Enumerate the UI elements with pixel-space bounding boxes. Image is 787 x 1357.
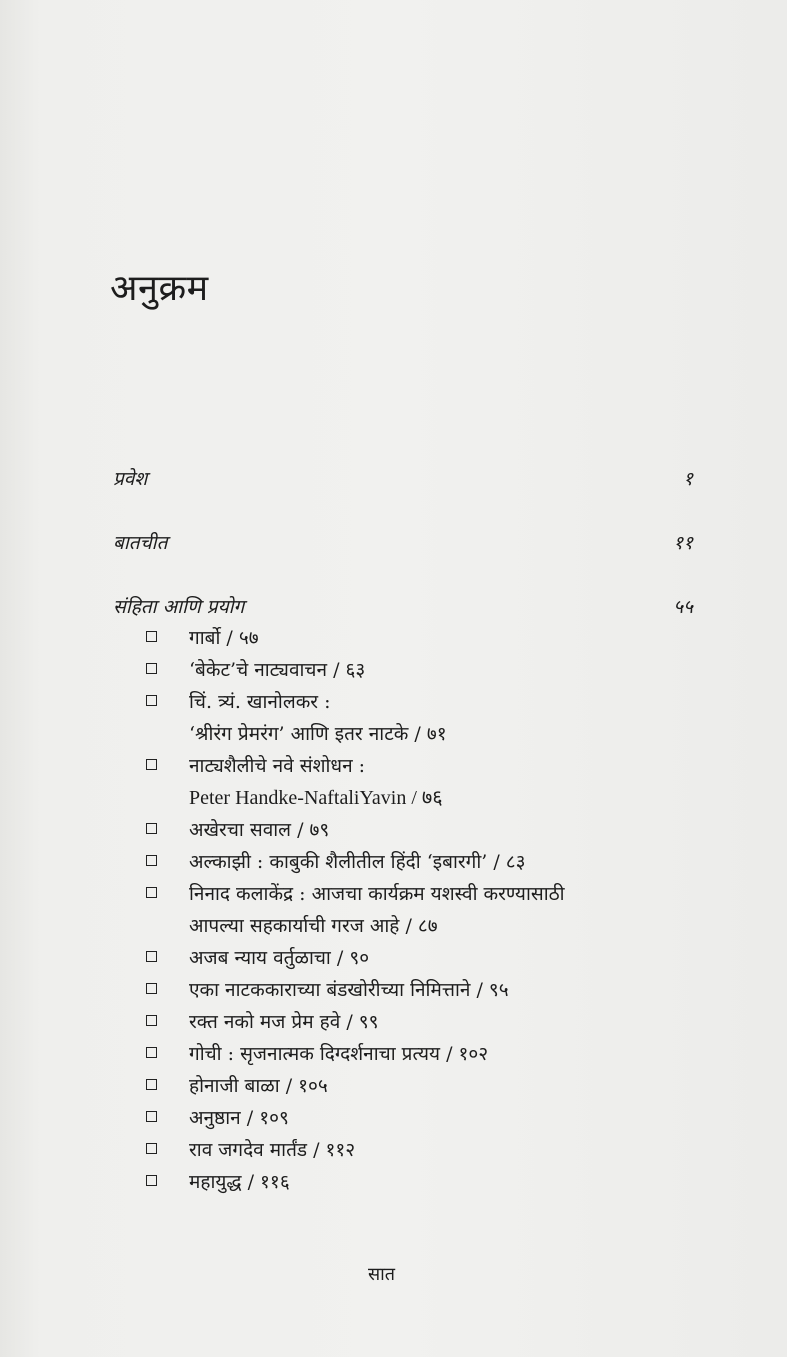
section-title: प्रवेश: [113, 468, 148, 490]
entry-line: रक्त नको मज प्रेम हवे / ९९: [189, 1011, 379, 1033]
page-title: अनुक्रम: [110, 268, 209, 309]
checkbox-square-icon: [146, 1079, 157, 1090]
entry-line-continued: आपल्या सहकार्याची गरज आहे / ८७: [189, 915, 438, 937]
checkbox-square-icon: [146, 951, 157, 962]
entry-line: नाट्यशैलीचे नवे संशोधन :: [189, 755, 366, 777]
entry-line: गोची : सृजनात्मक दिग्दर्शनाचा प्रत्यय / १०२: [189, 1043, 489, 1065]
entry-line: होनाजी बाळा / १०५: [189, 1075, 328, 1097]
checkbox-square-icon: [146, 1047, 157, 1058]
toc-entry: [146, 846, 706, 878]
section-baatcheet: [113, 529, 693, 559]
entry-line: अजब न्याय वर्तुळाचा / ९०: [189, 947, 370, 969]
section-page-number: ५५: [673, 596, 693, 618]
toc-entry: [146, 750, 706, 814]
toc-entry: [146, 1006, 706, 1038]
entry-line-continued: ‘श्रीरंग प्रेमरंग’ आणि इतर नाटके / ७१: [189, 723, 447, 745]
toc-entry: [146, 1134, 706, 1166]
section-pravesh: [113, 465, 693, 495]
checkbox-square-icon: [146, 1111, 157, 1122]
checkbox-square-icon: [146, 759, 157, 770]
entry-line: चिं. त्र्यं. खानोलकर :: [189, 691, 331, 713]
checkbox-square-icon: [146, 1175, 157, 1186]
entry-line-continued: Peter Handke-NaftaliYavin / ७६: [189, 787, 443, 809]
toc-entry: [146, 686, 706, 750]
toc-entry: [146, 654, 706, 686]
section-page-number: १: [683, 468, 693, 490]
toc-entry: [146, 622, 706, 654]
entry-line: अल्काझी : काबुकी शैलीतील हिंदी ‘इबारगी’ / ८३: [189, 851, 526, 873]
checkbox-square-icon: [146, 631, 157, 642]
toc-entry: [146, 1166, 706, 1198]
checkbox-square-icon: [146, 823, 157, 834]
entry-line: राव जगदेव मार्तंड / ११२: [189, 1139, 356, 1161]
toc-entry: [146, 1102, 706, 1134]
checkbox-square-icon: [146, 1143, 157, 1154]
entry-line: निनाद कलाकेंद्र : आजचा कार्यक्रम यशस्वी करण्यासाठी: [189, 883, 565, 905]
section-sanhita-ani-prayog: [113, 593, 693, 623]
entry-line: ‘बेकेट’चे नाट्यवाचन / ६३: [189, 659, 366, 681]
checkbox-square-icon: [146, 1015, 157, 1026]
entry-line: अखेरचा सवाल / ७९: [189, 819, 330, 841]
toc-entry: [146, 1038, 706, 1070]
section-title: बातचीत: [113, 532, 168, 554]
toc-entry: [146, 1070, 706, 1102]
checkbox-square-icon: [146, 695, 157, 706]
toc-entry: [146, 814, 706, 846]
toc-entry-list: [146, 622, 706, 1198]
entry-line: गार्बो / ५७: [189, 627, 259, 649]
checkbox-square-icon: [146, 887, 157, 898]
toc-entry: [146, 878, 706, 942]
checkbox-square-icon: [146, 855, 157, 866]
entry-line: एका नाटककाराच्या बंडखोरीच्या निमित्ताने / ९५: [189, 979, 509, 1001]
toc-entry: [146, 974, 706, 1006]
toc-entry: [146, 942, 706, 974]
section-page-number: ११: [673, 532, 693, 554]
page-footer-number: सात: [367, 1264, 396, 1285]
entry-line: अनुष्ठान / १०९: [189, 1107, 289, 1129]
checkbox-square-icon: [146, 983, 157, 994]
checkbox-square-icon: [146, 663, 157, 674]
section-title: संहिता आणि प्रयोग: [113, 596, 245, 618]
entry-line: महायुद्ध / ११६: [189, 1171, 290, 1193]
